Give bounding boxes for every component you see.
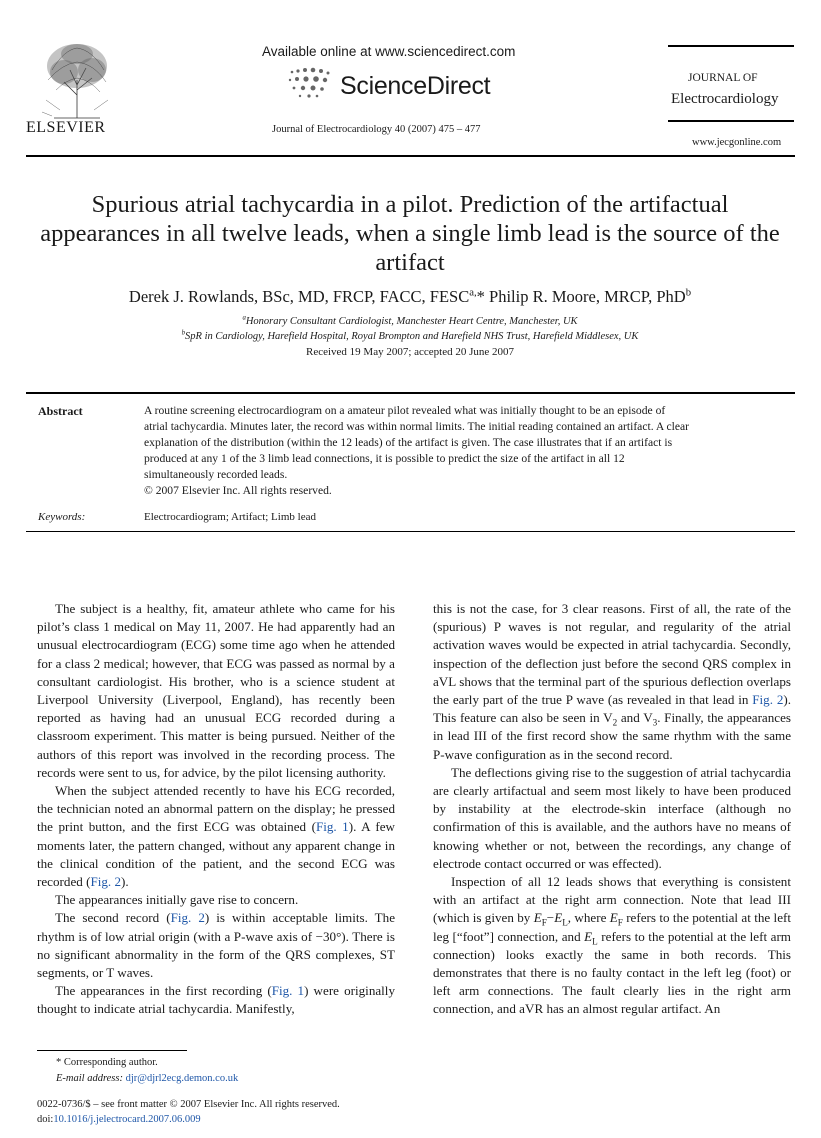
footnote-rule	[37, 1050, 187, 1051]
journal-label: JOURNAL OF	[688, 72, 758, 84]
body-column-right	[433, 600, 791, 1019]
author-1: Derek J. Rowlands, BSc, MD, FRCP, FACC, FESC	[128, 287, 470, 306]
journal-website[interactable]: www.jecgonline.com	[692, 137, 782, 148]
paragraph: The appearances in the first recording (Fig. 1) were originally thought to indicate atrial tachycardia. Manifestly,	[37, 983, 395, 1017]
affiliation-1	[40, 316, 780, 327]
email-footnote	[56, 1073, 238, 1084]
figure-link[interactable]: Fig. 2	[170, 910, 205, 926]
abstract-text: A routine screening electrocardiogram on a amateur pilot revealed what was initially thought to be an episode of atrial tachycardia. Minutes later, the record was within normal limits. The initial reading contained an artifact. A clear explanation of the distribution (within the 12 leads) of the artifact is given. The case illustrates that if an artifact is produced at any 1 of the 3 limb lead connections, it is possible to predict the size of the artifact in all 12 simultaneously recorded leads.	[144, 404, 689, 481]
figure-link[interactable]: Fig. 1	[315, 819, 349, 835]
email-label: E-mail address:	[56, 1073, 123, 1084]
received-dates: Received 19 May 2007; accepted 20 June 2007	[305, 346, 515, 358]
header-rule-top	[668, 45, 794, 47]
keywords-label: Keywords:	[38, 511, 86, 523]
keywords-text: Electrocardiogram; Artifact; Limb lead	[144, 511, 316, 523]
abstract-body	[144, 403, 689, 499]
email-link[interactable]: djr@djrl2ecg.demon.co.uk	[125, 1073, 239, 1084]
author-1-marks: a,	[469, 286, 477, 299]
article-title: Spurious atrial tachycardia in a pilot. Prediction of the artifactual appearances in all twelve leads, when a single limb lead is the source of the artifact	[40, 191, 780, 276]
paragraph: this is not the case, for 3 clear reasons. First of all, the rate of the (spurious) P waves is not regular, and regularity of the atrial activation waves would be expected in atrial tachycardia. Secondly, inspection of the deflection just before the second QRS complex in aVL shows that the terminal part of the spurious deflection overlaps the early part of the true P wave (as revealed in that lead in Fig. 2). This feature can also be seen in $V_2$ and $V_3$. Finally, the appearances in lead III of the first record show the same rhythm with the same P-wave configuration as in the second record.	[433, 601, 792, 762]
doi-link[interactable]: 10.1016/j.jelectrocard.2007.06.009	[53, 1114, 201, 1125]
header-rule-middle	[668, 120, 794, 122]
header-divider	[26, 155, 795, 157]
paragraph: The deflections giving rise to the suggestion of atrial tachycardia are clearly artifactual and seem most likely to have been produced by instability at the electrode-skin interface (although no confirmation of this is available, and the authors have no means of knowing whether or not, between the recordings, any change of electrode contact occurred or was effected).	[433, 764, 791, 871]
journal-citation: Journal of Electrocardiology 40 (2007) 475 – 477	[272, 124, 481, 135]
corresponding-star: *	[476, 287, 485, 306]
affiliation-1-text: Honorary Consultant Cardiologist, Manchester Heart Centre, Manchester, UK	[245, 316, 578, 327]
paragraph: When the subject attended recently to have his ECG recorded, the technician noted an abnormal pattern on the display; he pressed the print button, and the first ECG was obtained (Fig. 1). A few moments later, the pattern changed, without any apparent change in the clinical condition of the patient, and the second ECG was recorded (Fig. 2).	[37, 783, 396, 890]
affiliation-2-mark: b	[181, 329, 186, 337]
figure-link[interactable]: Fig. 2	[752, 692, 784, 708]
affiliation-1-mark: a	[242, 314, 246, 322]
figure-link[interactable]: Fig. 1	[271, 983, 305, 999]
publisher-name: ELSEVIER	[26, 119, 106, 136]
available-online-text[interactable]: Available online at www.sciencedirect.com	[262, 44, 516, 59]
body-column-left	[37, 600, 395, 1019]
journal-name: Electrocardiology	[671, 91, 779, 107]
author-2: Philip R. Moore, MRCP, PhD	[489, 287, 686, 306]
doi-line	[37, 1114, 201, 1125]
author-2-mark: b	[685, 286, 692, 299]
affiliation-2-text: SpR in Cardiology, Harefield Hospital, Royal Brompton and Harefield NHS Trust, Harefield Middlesex, UK	[185, 331, 639, 342]
paragraph: The second record (Fig. 2) is within acceptable limits. The rhythm is of low atrial origin (with a P-wave axis of −30°). There is no significant abnormality in the form of the QRS complexes, ST segments, or T waves.	[37, 910, 396, 981]
abstract-label: Abstract	[38, 404, 83, 418]
paragraph: Inspection of all 12 leads shows that everything is consistent with an artifact at the right arm connection. Note that lead III (which is given by $E_F-E_L$, where $E_F$ refers to the potential at the left leg [“foot”] connection, and $E_L$ refers to the potential at the left arm connection) looks exactly the same in both records. This demonstrates that there is no faulty contact in the left leg (foot) or left arm connections. The fault clearly lies in the right arm connection, and aVR has an almost regular artifact. An	[433, 874, 792, 1017]
doi-prefix: doi:	[37, 1114, 54, 1125]
paragraph: The subject is a healthy, fit, amateur athlete who came for his pilot’s class 1 medical on May 11, 2007. He had apparently had an unusual electrocardiogram (ECG) some time ago when he attended for a class 2 medical; however, that ECG was passed as normal by a consultant cardiologist. His brother, who is a science student at Liverpool University (Liverpool, England), has recently been reported as having had an unusual ECG recorded during a classroom experiment. This matter is being pursued. Neither of the authors of this report was involved in the recording process. The records were sent to us, for advice, by the pilot licensing authority.	[37, 601, 395, 780]
author-line	[40, 287, 780, 307]
affiliation-2	[40, 331, 780, 342]
corresponding-author-note: * Corresponding author.	[56, 1057, 158, 1068]
paragraph: The appearances initially gave rise to concern.	[55, 892, 299, 908]
abstract-rule-bottom	[26, 531, 795, 532]
abstract-copyright: © 2007 Elsevier Inc. All rights reserved.	[144, 484, 332, 497]
abstract-rule-top	[26, 392, 795, 394]
sciencedirect-dots-icon	[286, 66, 334, 100]
sciencedirect-brand: ScienceDirect	[340, 72, 491, 100]
issn-line: 0022-0736/$ – see front matter © 2007 Elsevier Inc. All rights reserved.	[37, 1099, 340, 1110]
figure-link[interactable]: Fig. 2	[90, 874, 121, 890]
